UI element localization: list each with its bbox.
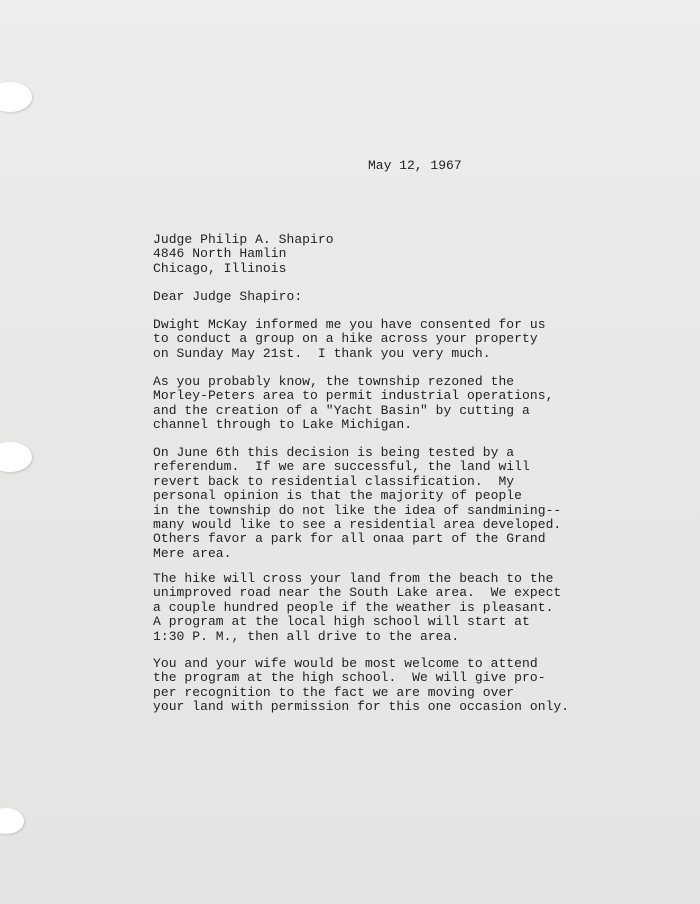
text-line: to conduct a group on a hike across your property	[153, 331, 538, 347]
text-line: Mere area.	[153, 545, 232, 561]
address-line: Judge Philip A. Shapiro	[153, 232, 334, 247]
text-line: Dwight McKay informed me you have consented for us	[153, 317, 546, 332]
text-line: per recognition to the fact we are moving over	[153, 684, 515, 700]
paragraph-1	[153, 318, 546, 361]
text-line: and the creation of a "Yacht Basin" by cutting a	[153, 402, 530, 418]
text-line: As you probably know, the township rezoned the	[153, 374, 515, 389]
text-line: many would like to see a residential area developed.	[153, 517, 562, 533]
punch-hole	[0, 82, 32, 112]
text-line: On June 6th this decision is being tested by a	[153, 445, 515, 460]
text-line: You and your wife would be most welcome to attend	[153, 656, 538, 671]
paragraph-5	[153, 657, 569, 715]
punch-hole	[0, 442, 32, 472]
punch-hole	[0, 808, 24, 834]
address-line: Chicago, Illinois	[153, 260, 287, 276]
text-line: Morley-Peters area to permit industrial operations,	[153, 388, 554, 404]
salutation: Dear Judge Shapiro:	[153, 289, 303, 304]
letter-date: May 12, 1967	[368, 158, 462, 173]
text-line: The hike will cross your land from the beach to the	[153, 571, 554, 586]
text-line: on Sunday May 21st. I thank you very much.	[153, 345, 491, 361]
address-line: 4846 North Hamlin	[153, 246, 287, 262]
text-line: the program at the high school. We will give pro-	[153, 670, 546, 686]
text-line: channel through to Lake Michigan.	[153, 417, 413, 433]
text-line: Others favor a park for all onaa part of the Grand	[153, 531, 546, 547]
paragraph-3	[153, 446, 561, 561]
text-line: your land with permission for this one occasion only.	[153, 699, 570, 715]
text-line: 1:30 P. M., then all drive to the area.	[153, 628, 460, 644]
paragraph-2	[153, 375, 553, 433]
paragraph-4	[153, 572, 561, 644]
text-line: personal opinion is that the majority of people	[153, 488, 523, 504]
text-line: unimproved road near the South Lake area. We expect	[153, 585, 562, 601]
text-line: revert back to residential classification. My	[153, 473, 515, 489]
text-line: A program at the local high school will start at	[153, 614, 530, 630]
recipient-address	[153, 233, 334, 276]
text-line: a couple hundred people if the weather is pleasant.	[153, 599, 554, 615]
text-line: in the township do not like the idea of sandmining--	[153, 502, 562, 518]
text-line: referendum. If we are successful, the land will	[153, 459, 530, 475]
